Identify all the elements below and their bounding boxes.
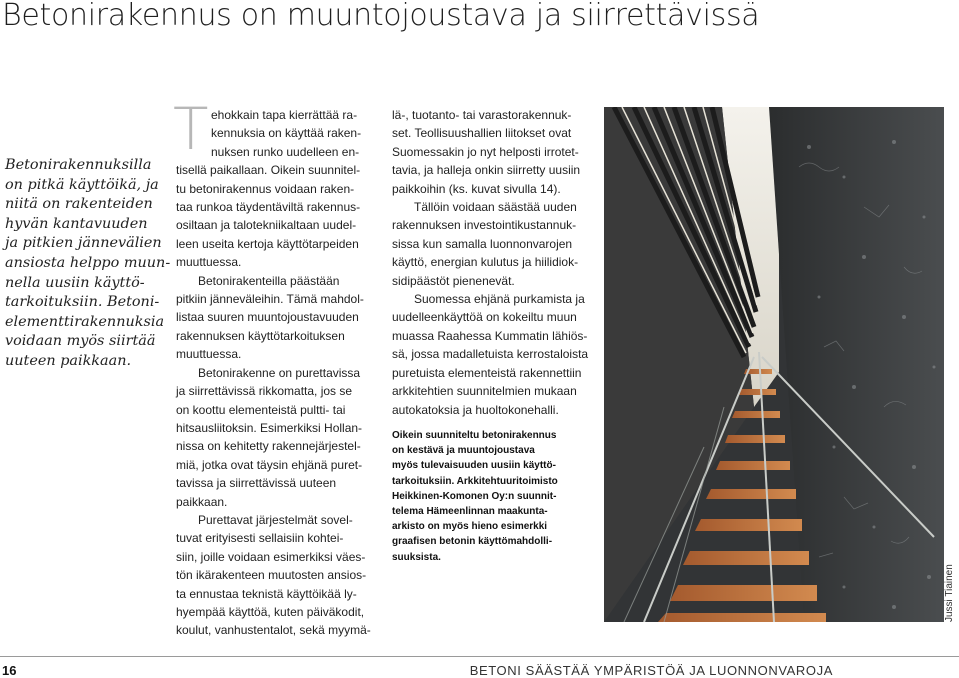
body-line: tuvat erityisesti sellaisiin kohtei- <box>176 531 344 546</box>
lead-line: Betonirakennuksilla <box>5 157 152 173</box>
body-line: siin, joille voidaan esimerkiksi väes- <box>176 549 366 564</box>
body-line: muuttuessa. <box>176 347 242 362</box>
body-line: hitsausliitoksin. Esimerkiksi Hollan- <box>176 420 363 435</box>
body-line: autokatoksia ja huoltokonehalli. <box>392 402 559 417</box>
body-line: Betonirakenne on purettavissa <box>198 365 361 380</box>
body-column-2 <box>392 106 597 419</box>
body-line: tisellä paikallaan. Oikein suunnitel- <box>176 163 361 178</box>
body-line: nissa on kehitetty rakennejärjestel- <box>176 439 361 454</box>
body-line: hyempää käyttöä, kuten päiväkodit, <box>176 604 365 619</box>
body-line: sä, jossa madalletuista kerrostaloista <box>392 347 589 362</box>
caption-line: myös tulevaisuuden uusiin käyttö- <box>392 460 556 472</box>
body-line: muassa Raahessa Kummatin lähiös- <box>392 328 588 343</box>
body-line: on koottu elementeistä pultti- tai <box>176 402 346 417</box>
page-title: Betonirakennus on muuntojoustava ja siirrettävissä <box>2 0 760 33</box>
body-line: tu betonirakennus voidaan raken- <box>176 181 355 196</box>
lead-line: elementtirakennuksia <box>5 313 165 330</box>
running-footer: BETONI SÄÄSTÄÄ YMPÄRISTÖÄ JA LUONNONVAROJA <box>469 663 833 678</box>
body-line: puretuista elementeistä rakennettiin <box>392 365 582 380</box>
body-line: pitkiin jänneväleihin. Tämä mahdol- <box>176 292 364 307</box>
body-line: arkkitehtien suunnitelmien mukaan <box>392 384 577 399</box>
body-line: nuksen runko uudelleen en- <box>211 144 360 159</box>
body-column-1 <box>173 95 376 640</box>
body-line: osiltaan ja talotekniikaltaan uudel- <box>176 218 357 233</box>
lead-line: ansiosta helppo muun- <box>5 254 171 271</box>
lead-line: hyvän kantavuuden <box>5 215 148 232</box>
footer-rule <box>0 656 959 657</box>
body-line: rakennuksen investointikustannuk- <box>392 218 577 233</box>
caption-line: arkisto on myös hieno esimerkki <box>392 521 548 533</box>
body-line: muuttuessa. <box>176 255 242 270</box>
lead-paragraph <box>5 156 171 372</box>
body-line: sissa kun samalla luonnonvarojen <box>392 236 573 251</box>
staircase-illustration <box>604 107 944 622</box>
page-number: 16 <box>2 663 17 678</box>
lead-line: on pitkä käyttöikä, ja <box>5 176 159 193</box>
body-line: leen useita kertoja käyttötarpeiden <box>176 236 359 251</box>
body-line: käyttö, energian kulutus ja hiilidiok- <box>392 255 579 270</box>
caption-line: Oikein suunniteltu betonirakennus <box>392 430 557 441</box>
body-line: taa runkoa täydentäviltä rakennus- <box>176 200 361 215</box>
body-line: Betonirakenteilla päästään <box>198 273 340 288</box>
body-line: miä, jotka ovat täysin ehjänä puret- <box>176 457 363 472</box>
body-line: Suomessakin jo nyt helposti irrotet- <box>392 144 579 159</box>
body-line: sidipäästöt pienenevät. <box>392 273 515 288</box>
staircase-photo <box>604 107 944 622</box>
lead-line: niitä on rakenteiden <box>5 196 153 213</box>
body-line: Tällöin voidaan säästää uuden <box>414 200 577 215</box>
caption-line: graafisen betonin käyttömahdolli- <box>392 536 553 548</box>
body-line: Purettavat järjestelmät sovel- <box>198 512 353 527</box>
lead-line: tarkoituksiin. Betoni- <box>5 294 160 311</box>
body-line: tavissa ja siirrettävissä uuteen <box>176 476 337 491</box>
body-line: ja siirrettävissä rikkomatta, jos se <box>176 384 353 399</box>
body-line: ta ennustaa teknistä käyttöikää ly- <box>176 586 357 601</box>
caption-line: on kestävä ja muuntojoustava <box>392 445 535 457</box>
photo-caption <box>392 428 597 565</box>
drop-cap: T <box>173 95 209 163</box>
body-line: Suomessa ehjänä purkamista ja <box>414 292 585 307</box>
body-line: listaa suuren muuntojoustavuuden <box>176 310 359 325</box>
body-line: lä-, tuotanto- tai varastorakennuk- <box>392 108 572 122</box>
body-line: paikkaan. <box>176 494 228 509</box>
body-line: uudelleenkäyttöä on kokeiltu muun <box>392 310 577 325</box>
lead-line: ja pitkien jännevälien <box>5 235 162 252</box>
body-line: ehokkain tapa kierrättää ra- <box>211 108 358 122</box>
caption-line: telema Hämeenlinnan maakunta- <box>392 506 548 518</box>
body-line: tön ikärakenteen muutosten ansios- <box>176 568 367 583</box>
body-line: koulut, vanhustentalot, sekä myymä- <box>176 623 371 638</box>
photo-credit: Jussi Tiainen <box>944 564 955 622</box>
body-line: tavia, ja halleja onkin siirretty uusiin <box>392 163 581 178</box>
lead-line: voidaan myös siirtää <box>5 333 156 350</box>
caption-line: tarkoituksiin. Arkkitehtuuritoimisto <box>392 475 558 487</box>
caption-line: Heikkinen-Komonen Oy:n suunnit- <box>392 490 557 502</box>
body-line: kennuksia on käyttää raken- <box>211 126 362 141</box>
body-line: paikkoihin (ks. kuvat sivulla 14). <box>392 181 561 196</box>
lead-line: nella uusiin käyttö- <box>5 274 145 291</box>
body-line: set. Teollisuushallien liitokset ovat <box>392 126 572 141</box>
caption-line: suuksista. <box>392 551 441 563</box>
lead-line: uuteen paikkaan. <box>5 352 132 369</box>
body-line: rakennuksen käyttötarkoituksen <box>176 328 345 343</box>
